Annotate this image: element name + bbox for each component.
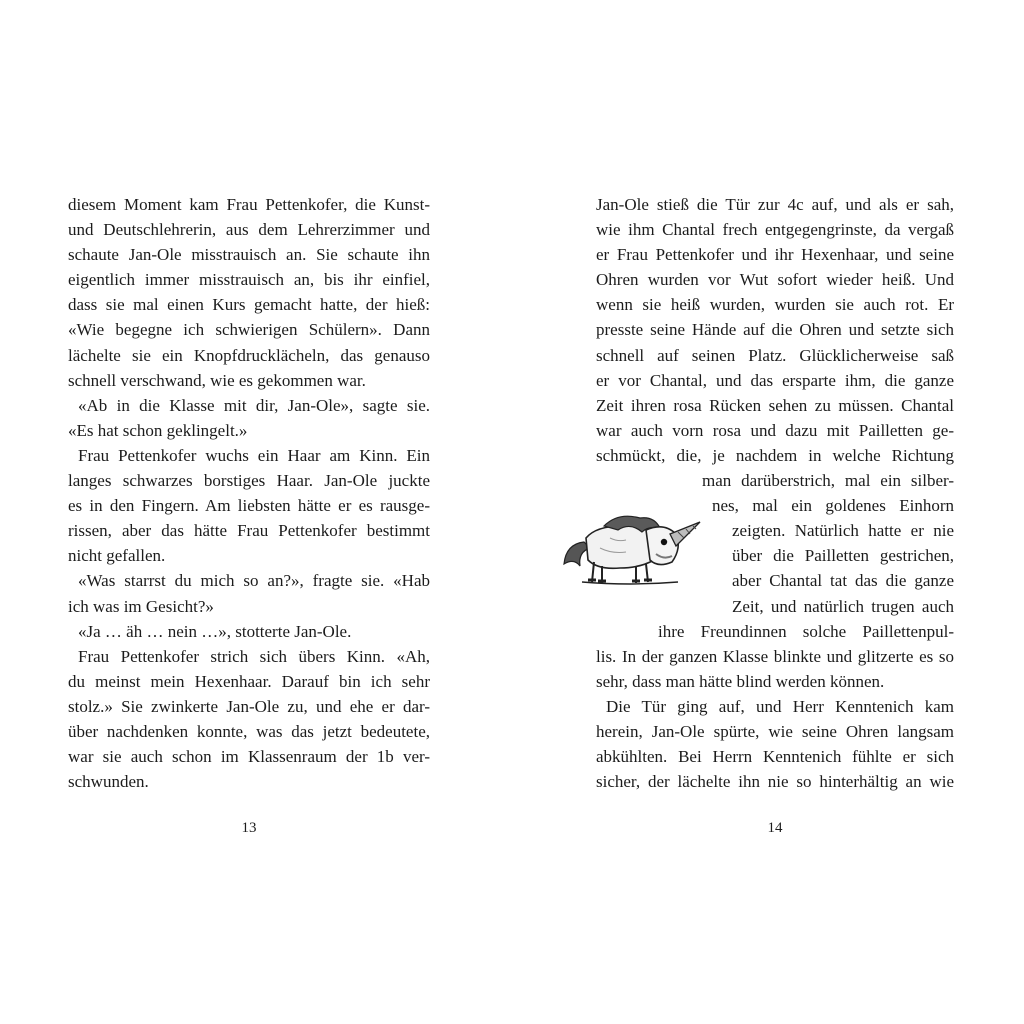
text-line: schnell auf seinen Platz. Glücklicherweise saß <box>596 345 954 365</box>
text-line: war auch vorn rosa und dazu mit Pailletten ge- <box>596 420 954 440</box>
page-number: 13 <box>241 820 257 836</box>
text-line: Zeit, und natürlich trugen auch <box>732 596 954 616</box>
text-line: nes, mal ein goldenes Einhorn <box>712 496 954 516</box>
text-line: ihre Freundinnen solche Paillettenpul- <box>658 621 954 641</box>
text-line: er vor Chantal, und das ersparte ihm, die ganze <box>596 370 954 390</box>
text-line: schaute Jan-Ole misstrauisch an. Sie schaute ihn <box>68 245 430 265</box>
text-line: über die Pailletten gestrichen, <box>732 546 954 566</box>
text-line: diesem Moment kam Frau Pettenkofer, die Kunst- <box>68 195 430 214</box>
text-line: «Es hat schon geklingelt.» <box>68 420 248 440</box>
text-line: wie ihm Chantal frech entgegengrinste, da vergaß <box>596 220 954 240</box>
text-line: über nachdenken konnte, was das jetzt bedeutete, <box>68 721 430 741</box>
text-line: lis. In der ganzen Klasse blinkte und glitzerte es so <box>596 646 954 666</box>
text-line: zeigten. Natürlich hatte er nie <box>732 521 954 541</box>
page-number: 14 <box>767 820 783 836</box>
text-line: stolz.» Sie zwinkerte Jan-Ole zu, und ehe er dar- <box>68 696 430 716</box>
text-line: war sie auch schon im Klassenraum der 1b ver- <box>68 747 430 767</box>
text-line: Frau Pettenkofer strich sich übers Kinn. «Ah, <box>78 646 430 666</box>
text-line: sehr, dass man hätte blind werden können. <box>596 671 885 691</box>
text-line: Zeit ihren rosa Rücken sehen zu müssen. Chantal <box>596 395 954 415</box>
text-line: lächelte sie ein Knopfdrucklächeln, das genauso <box>68 345 430 365</box>
text-line: Jan-Ole stieß die Tür zur 4c auf, und als er sah, <box>596 195 954 214</box>
text-line: schnell verschwand, wie es gekommen war. <box>68 370 366 390</box>
text-line: sicher, der lächelte ihn nie so hinterhältig an wie <box>596 772 954 792</box>
text-line: herein, Jan-Ole spürte, wie seine Ohren langsam <box>596 721 954 741</box>
text-line: du meinst mein Hexenhaar. Darauf bin ich sehr <box>68 671 430 691</box>
text-line: Ohren wurden vor Wut sofort wieder heiß. Und <box>596 270 954 290</box>
text-line: Frau Pettenkofer wuchs ein Haar am Kinn. Ein <box>78 445 430 465</box>
text-line: «Ja … äh … nein …», stotterte Jan-Ole. <box>78 621 352 641</box>
text-line: er Frau Pettenkofer und ihr Hexenhaar, und seine <box>596 245 954 265</box>
text-line: ich was im Gesicht?» <box>68 596 214 616</box>
text-line: Die Tür ging auf, und Herr Kenntenich kam <box>606 696 954 716</box>
left-page-text <box>68 192 430 794</box>
text-line: langes schwarzes borstiges Haar. Jan-Ole juckte <box>68 471 430 491</box>
text-line: und Deutschlehrerin, aus dem Lehrerzimmer und <box>68 220 430 240</box>
text-line: man darüberstrich, mal ein silber- <box>702 471 954 491</box>
text-line: es in den Fingern. Am liebsten hätte er es rausge- <box>68 496 430 516</box>
text-line: dass sie mal einen Kurs gemacht hatte, der hieß: <box>68 295 430 315</box>
text-line: schwunden. <box>68 772 149 792</box>
text-line: schmückt, die, je nachdem in welche Richtung <box>596 445 954 465</box>
text-line: eigentlich immer misstrauisch an, bis ihr einfiel, <box>68 270 430 290</box>
unicorn-sketch-icon <box>560 508 706 590</box>
right-page-text <box>596 192 954 794</box>
text-line: nicht gefallen. <box>68 546 166 566</box>
text-line: presste seine Hände auf die Ohren und setzte sich <box>596 320 954 340</box>
text-line: wenn sie heiß wurden, wurden sie auch rot. Er <box>596 295 954 315</box>
text-line: «Was starrst du mich so an?», fragte sie. «Hab <box>78 571 430 591</box>
text-line: aber Chantal tat das die ganze <box>732 571 954 591</box>
text-line: abkühlten. Bei Herrn Kenntenich fühlte er sich <box>596 747 954 767</box>
text-line: «Wie begegne ich schwierigen Schülern». Dann <box>68 320 430 340</box>
text-line: «Ab in die Klasse mit dir, Jan-Ole», sagte sie. <box>78 395 430 415</box>
text-line: rissen, aber das hätte Frau Pettenkofer bestimmt <box>68 521 430 541</box>
